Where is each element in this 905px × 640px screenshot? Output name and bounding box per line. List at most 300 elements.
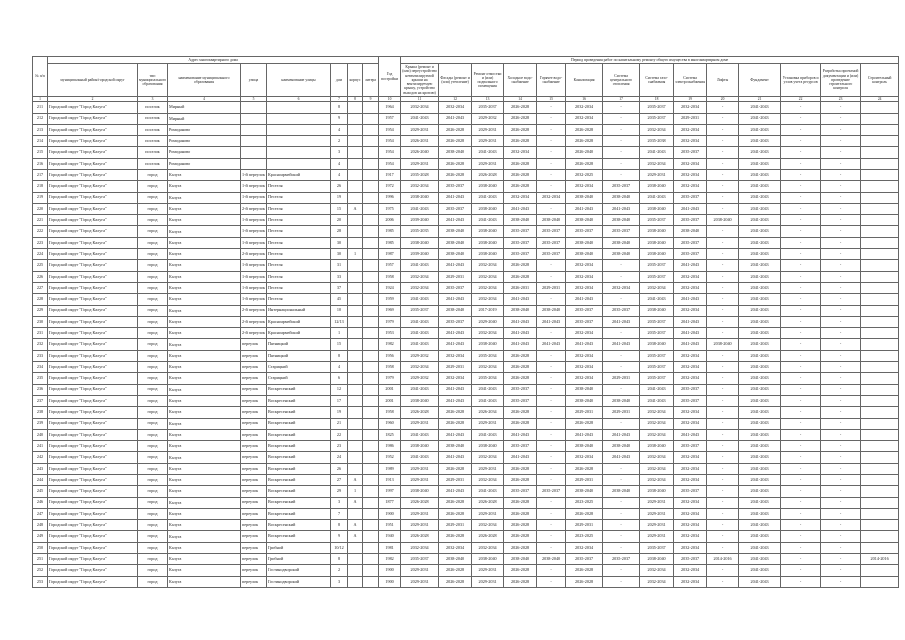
table-cell: город [138,226,168,237]
table-cell: город [138,531,168,542]
table-cell: переулок [241,497,267,508]
table-cell: 2026-2028 [439,531,472,542]
table-cell: 2038-2040 [566,441,603,452]
table-cell: 250 [33,542,48,553]
table-cell: город [138,441,168,452]
table-cell: - [537,260,566,271]
table-cell: Калуга [168,508,241,519]
column-header: наименование муниципального образования [168,64,241,97]
table-cell: 2029-2031 [472,463,504,474]
table-cell: 2032-2034 [674,373,707,384]
table-cell: 8 [331,520,348,531]
table-cell: 2032-2034 [537,192,566,203]
table-cell: Калуга [168,169,241,180]
table-cell [861,113,899,124]
table-cell: - [781,305,821,316]
table-cell: 2035-2037 [603,554,640,565]
table-row [33,463,899,474]
table-cell: 2041-2043 [739,576,781,587]
table-cell: 2038-2040 [640,486,674,497]
table-cell: - [821,497,861,508]
table-cell: - [781,169,821,180]
table-cell: 2029-2031 [439,475,472,486]
table-cell: 2032-2034 [640,576,674,587]
table-cell: 2041-2043 [439,215,472,226]
table-cell: город [138,249,168,260]
table-cell: 2035-2034 [472,350,504,361]
table-cell: 2032-2034 [439,350,472,361]
table-cell [363,215,379,226]
table-cell: 2041-2043 [603,339,640,350]
table-cell: 28 [331,226,348,237]
table-cell: - [537,508,566,519]
table-cell: 2014-2016 [707,554,739,565]
table-cell: Калуга [168,249,241,260]
table-cell: 2029-2031 [439,520,472,531]
table-cell: 2041-2043 [739,158,781,169]
table-cell: Пятницкий [267,339,331,350]
column-number: 10 [379,97,401,102]
table-row [33,124,899,135]
table-cell: Калуга [168,475,241,486]
table-cell: - [781,147,821,158]
table-cell: 1954 [379,147,401,158]
table-cell: 2041-2043 [439,294,472,305]
table-cell: 239 [33,418,48,429]
table-cell [363,475,379,486]
table-cell: - [537,113,566,124]
table-cell: 2041-2043 [640,384,674,395]
table-cell: - [603,520,640,531]
table-cell [363,576,379,587]
table-cell: 2041-2043 [439,328,472,339]
table-cell: Воскресенский [267,531,331,542]
table-cell: 1954 [379,158,401,169]
table-cell: 2026-2034 [472,407,504,418]
table-row [33,486,899,497]
table-cell [861,542,899,553]
table-cell: 17 [331,395,348,406]
table-cell: Городской округ "Город Калуга" [48,475,138,486]
table-cell: - [537,576,566,587]
table-cell: 2041-2043 [504,294,537,305]
table-cell: 2038-2040 [439,237,472,248]
table-cell: 2029-2031 [439,362,472,373]
table-cell: Городской округ "Город Калуга" [48,226,138,237]
table-cell: 1986 [379,441,401,452]
table-cell [861,158,899,169]
table-cell [363,429,379,440]
table-cell: 2041-2043 [739,373,781,384]
table-cell: - [707,508,739,519]
table-cell [348,102,363,113]
table-cell: 2038-2040 [401,192,439,203]
table-cell: 236 [33,384,48,395]
column-number: 19 [674,97,707,102]
table-cell: - [707,384,739,395]
table-cell: 2041-2043 [739,441,781,452]
table-cell: - [821,282,861,293]
table-cell [861,102,899,113]
table-cell: 2041-2043 [439,486,472,497]
table-cell: - [603,124,640,135]
table-cell: - [707,271,739,282]
table-cell: 2035-2037 [603,305,640,316]
table-cell: переулок [241,395,267,406]
table-cell: 223 [33,237,48,248]
table-cell: - [603,147,640,158]
table-cell: 1954 [379,124,401,135]
table-cell: Калуга [168,181,241,192]
table-cell: 2038-2040 [640,226,674,237]
table-cell: Калуга [168,542,241,553]
table-cell: 251 [33,554,48,565]
table-cell: 1985 [379,237,401,248]
table-cell: - [707,576,739,587]
column-number: 2 [48,97,138,102]
table-cell: 2041-2043 [537,339,566,350]
table-cell: 6 [331,373,348,384]
column-number: 24 [861,97,899,102]
table-cell: 9 [331,113,348,124]
table-cell: 2041-2043 [439,339,472,350]
table-cell: 2029-2031 [566,520,603,531]
table-cell: 2041-2043 [739,102,781,113]
table-cell: 2041-2043 [640,294,674,305]
table-cell: Ромоданово [168,147,241,158]
table-cell: 2029-2031 [472,124,504,135]
table-cell: город [138,384,168,395]
table-cell: Калуга [168,237,241,248]
table-cell [363,531,379,542]
table-row [33,418,899,429]
table-cell: 2026-2031 [504,282,537,293]
table-cell: 2038-2040 [472,441,504,452]
table-cell: город [138,463,168,474]
table-cell: 2035-2037 [674,147,707,158]
table-cell: - [707,407,739,418]
table-cell: 221 [33,215,48,226]
table-cell: 2026-2028 [504,508,537,519]
table-cell: 2032-2034 [472,260,504,271]
table-cell: 2026-2028 [566,124,603,135]
table-cell: 1979 [379,316,401,327]
table-cell: - [603,463,640,474]
table-cell: - [603,113,640,124]
table-cell: 2029-2031 [472,576,504,587]
table-cell: - [821,102,861,113]
table-cell: 2038-2040 [640,249,674,260]
table-cell: 2026-2028 [504,576,537,587]
table-cell: 2029-2031 [401,565,439,576]
table-cell: 1 [331,328,348,339]
table-cell: 2029-2031 [566,407,603,418]
table-cell: 2035-2037 [401,554,439,565]
table-cell: - [781,407,821,418]
table-cell: 2026-2028 [504,350,537,361]
column-number: 14 [504,97,537,102]
table-cell: Красноармейский [267,169,331,180]
table-cell: 2029-2031 [472,136,504,147]
table-cell: 241 [33,441,48,452]
table-cell: 2041-2043 [739,305,781,316]
table-cell: 2029-2031 [401,520,439,531]
table-row [33,520,899,531]
table-cell: 2032-2034 [674,169,707,180]
table-cell [363,452,379,463]
table-cell: - [537,395,566,406]
table-cell: - [603,362,640,373]
table-cell [363,294,379,305]
table-cell: 2035-2037 [640,260,674,271]
table-cell: Городской округ "Город Калуга" [48,531,138,542]
table-cell: 2026-2028 [566,158,603,169]
table-cell: 2026-2028 [439,136,472,147]
table-cell: 1940 [379,531,401,542]
table-cell: - [821,339,861,350]
table-cell: 2026-2028 [504,463,537,474]
table-cell: 2039-2040 [401,215,439,226]
table-cell: 2032-2034 [439,102,472,113]
table-cell: - [821,192,861,203]
table-cell: - [781,531,821,542]
table-cell: 245 [33,486,48,497]
table-cell: 2038-2040 [439,305,472,316]
table-cell: город [138,429,168,440]
table-cell: - [603,158,640,169]
table-cell: 2035-2037 [640,271,674,282]
table-cell: переулок [241,407,267,418]
table-cell: Калуга [168,328,241,339]
table-cell: - [707,452,739,463]
table-cell: 2041-2043 [504,203,537,214]
column-number: 16 [566,97,603,102]
table-cell [861,260,899,271]
table-cell: 2038-2040 [640,203,674,214]
table-cell: 2029-2031 [472,418,504,429]
table-cell: - [781,215,821,226]
table-cell: 2029-2031 [640,508,674,519]
table-cell: 2032-2034 [566,362,603,373]
table-cell: переулок [241,475,267,486]
table-cell: 2041-2043 [566,203,603,214]
table-cell: Интернациональный [267,305,331,316]
table-cell: 1877 [379,497,401,508]
table-cell: переулок [241,362,267,373]
table-cell: 2041-2043 [472,384,504,395]
table-cell: 2026-2028 [504,418,537,429]
table-cell [241,124,267,135]
table-cell: - [707,147,739,158]
table-cell: - [537,294,566,305]
table-cell [363,316,379,327]
table-cell: - [821,554,861,565]
table-row [33,215,899,226]
table-cell: - [821,441,861,452]
table-cell: 2035-2037 [537,237,566,248]
table-cell: Калуга [168,215,241,226]
table-row [33,531,899,542]
table-cell: - [707,124,739,135]
table-cell [861,181,899,192]
table-cell: - [821,520,861,531]
table-cell: 2038-2040 [603,249,640,260]
table-cell: Калуга [168,429,241,440]
table-cell: 2038-2040 [640,237,674,248]
table-cell: Городской округ "Город Калуга" [48,508,138,519]
table-cell: 2041-2043 [739,452,781,463]
table-cell: 2035-2037 [504,384,537,395]
column-header: Установка приборов и узлов учета ресурсов [781,64,821,97]
table-cell: 2041-2043 [739,395,781,406]
table-cell: поселок [138,124,168,135]
table-cell: 2041-2043 [739,384,781,395]
table-cell: 33 [331,271,348,282]
table-cell: - [781,328,821,339]
table-cell: - [537,181,566,192]
table-cell: 2032-2034 [401,271,439,282]
table-cell: 2032-2034 [472,542,504,553]
table-cell: - [707,373,739,384]
column-number: 12 [439,97,472,102]
table-cell: город [138,282,168,293]
table-cell: 2035-2037 [674,554,707,565]
table-cell: 2035-2037 [640,373,674,384]
table-cell: 2032-2034 [566,260,603,271]
table-cell: город [138,271,168,282]
table-cell: 1951 [379,520,401,531]
table-cell: 2035-2037 [640,102,674,113]
table-row [33,249,899,260]
table-cell: город [138,305,168,316]
table-cell [861,226,899,237]
table-cell: 2035-2037 [566,554,603,565]
table-cell: 2038-2040 [603,395,640,406]
table-cell [241,147,267,158]
table-cell: 2038-2040 [439,147,472,158]
table-cell: 2032-2034 [674,362,707,373]
table-cell: город [138,181,168,192]
table-cell: 2038-2040 [603,215,640,226]
table-cell: 222 [33,226,48,237]
table-cell: 2041-2043 [674,316,707,327]
table-cell: 2026-2028 [566,576,603,587]
table-cell: 2038-2040 [401,395,439,406]
table-cell: Городской округ "Город Калуга" [48,305,138,316]
table-cell: - [781,554,821,565]
table-cell: - [537,373,566,384]
table-cell: 2029-2031 [640,169,674,180]
table-cell: 2035-2037 [566,305,603,316]
table-cell: 2029-2032 [401,373,439,384]
table-cell: 2041-2043 [739,531,781,542]
table-cell: - [707,520,739,531]
table-cell: Городской округ "Город Калуга" [48,339,138,350]
table-cell: - [821,294,861,305]
table-cell: Городской округ "Город Калуга" [48,497,138,508]
table-cell [348,260,363,271]
table-cell: 2035-2037 [603,226,640,237]
table-cell: 2035-2037 [640,113,674,124]
table-cell [861,339,899,350]
column-number: 11 [401,97,439,102]
table-cell: - [707,237,739,248]
table-cell: - [821,486,861,497]
table-cell: 2026-2028 [439,463,472,474]
table-cell: 3 [331,497,348,508]
table-cell: Пестеля [267,260,331,271]
table-cell [348,542,363,553]
table-cell: поселок [138,102,168,113]
table-cell: 2041-2043 [504,452,537,463]
table-cell: - [781,237,821,248]
table-cell: 2032-2034 [674,350,707,361]
table-cell: - [781,497,821,508]
table-cell: - [781,373,821,384]
table-cell: 2026-2028 [439,565,472,576]
column-number: 5 [241,97,267,102]
table-cell [861,294,899,305]
table-cell: 2029-2031 [566,475,603,486]
table-cell [348,169,363,180]
table-cell: Старицкий [267,362,331,373]
table-cell: 2026-2028 [439,497,472,508]
table-cell: - [707,102,739,113]
table-cell: 2041-2043 [401,316,439,327]
table-cell: 2032-2034 [401,102,439,113]
table-cell: город [138,418,168,429]
table-cell: Воскресенский [267,463,331,474]
column-header: литера [363,64,379,97]
table-row [33,395,899,406]
table-cell: 1-й переулок [241,181,267,192]
table-cell: 2041-2043 [472,147,504,158]
table-cell [241,113,267,124]
table-cell: город [138,237,168,248]
table-cell: 2032-2034 [566,282,603,293]
table-cell: Калуга [168,497,241,508]
table-cell: 2038-2040 [439,249,472,260]
table-cell [267,113,331,124]
table-cell: Городской округ "Город Калуга" [48,203,138,214]
table-cell: - [781,508,821,519]
table-cell: поселок [138,136,168,147]
table-cell: 23 [331,441,348,452]
table-cell: город [138,215,168,226]
column-header: Горячее водо-снабжение [537,64,566,97]
table-cell: 2038-2040 [640,339,674,350]
table-cell: 2026-2028 [439,508,472,519]
table-cell: 226 [33,271,48,282]
table-row [33,226,899,237]
table-cell [861,429,899,440]
table-cell [348,508,363,519]
table-cell: Калуга [168,395,241,406]
table-cell: 2041-2043 [739,282,781,293]
table-cell: 1982 [379,339,401,350]
table-cell: 2035-2037 [439,316,472,327]
table-cell: - [707,497,739,508]
table-cell [363,554,379,565]
table-cell: 2026-2028 [504,260,537,271]
table-cell: - [603,294,640,305]
table-cell: 2038-2040 [566,215,603,226]
table-cell: 2029-2031 [674,113,707,124]
table-cell: 2041-2043 [674,260,707,271]
table-cell: 26 [331,181,348,192]
table-cell [267,147,331,158]
table-cell: 2041-2043 [739,508,781,519]
